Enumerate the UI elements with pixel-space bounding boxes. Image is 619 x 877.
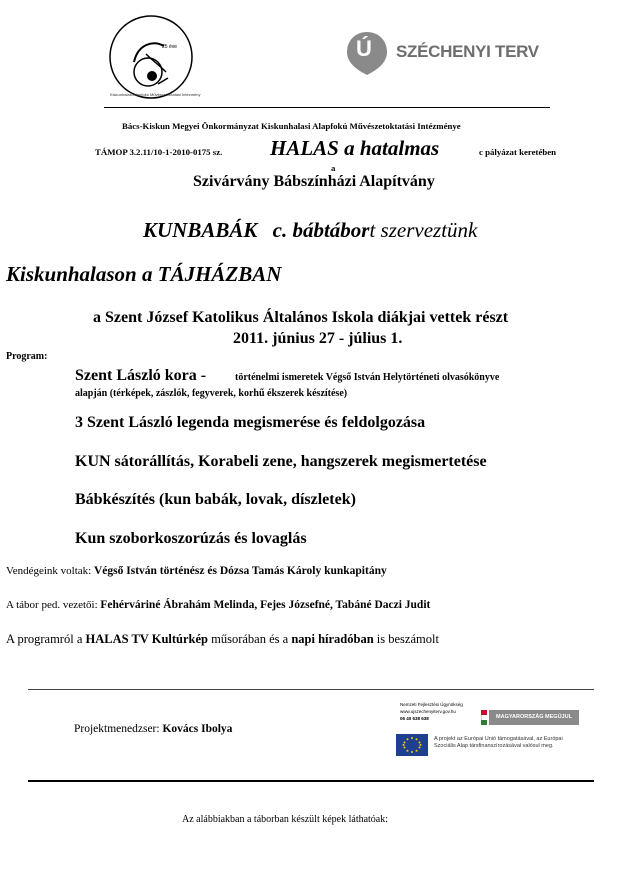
media-halas-tv: HALAS TV Kultúrkép bbox=[85, 632, 208, 646]
program-item-4: Bábkészítés (kun babák, lovak, díszletek) bbox=[75, 491, 356, 508]
participants-line: a Szent József Katolikus Általános Iskola diákjai vettek részt bbox=[93, 309, 509, 326]
media-line bbox=[6, 632, 439, 647]
szechenyi-terv-logo bbox=[344, 30, 539, 78]
program-item-1-title: Szent László kora - bbox=[75, 367, 207, 384]
program-item-1-detail-b: alapján (térképek, zászlók, fegyverek, korhű ékszerek készítése) bbox=[75, 388, 348, 399]
footer-rule bbox=[28, 780, 594, 782]
camp-name: KUNBABÁK bbox=[143, 218, 258, 242]
hungary-flag-icon bbox=[481, 710, 487, 725]
media-text-2: műsorában és a bbox=[208, 632, 292, 646]
nfu-line-2: www.ujszechenyiterv.gov.hu bbox=[400, 709, 456, 714]
media-text-1: A programról a bbox=[6, 632, 86, 646]
school-logo-badge: 25 éve bbox=[162, 44, 178, 50]
project-suffix: c pályázat keretében bbox=[479, 147, 557, 157]
program-item-2: 3 Szent László legenda megismerése és feldolgozása bbox=[75, 414, 426, 431]
program-label: Program: bbox=[6, 351, 48, 362]
institution-line: Bács-Kiskun Megyei Önkormányzat Kiskunhalasi Alapfokú Művészetoktatási Intézménye bbox=[122, 121, 461, 131]
guests-label: Vendégeink voltak: bbox=[6, 565, 92, 577]
szechenyi-glyph: Ú bbox=[356, 36, 372, 61]
eu-flag-icon bbox=[396, 734, 428, 756]
guests-line bbox=[6, 565, 387, 577]
separator-rule bbox=[28, 689, 594, 690]
pm-label: Projektmenedzser: bbox=[74, 723, 160, 735]
camp-type: c. bábtábor bbox=[272, 218, 370, 242]
foundation-name: Szivárvány Bábszínházi Alapítvány bbox=[193, 173, 435, 190]
school-logo bbox=[108, 14, 201, 100]
small-a: a bbox=[331, 163, 336, 173]
project-title: HALAS a hatalmas bbox=[270, 136, 440, 160]
school-logo-text: Kiskunhalasi Alapfokú Művészetoktatási Intézmény bbox=[110, 92, 201, 97]
szechenyi-label: SZÉCHENYI TERV bbox=[396, 42, 539, 61]
media-text-3: is beszámolt bbox=[373, 632, 439, 646]
photos-caption: Az alábbiakban a táborban készült képek láthatóak: bbox=[182, 814, 389, 825]
tamop-code: TÁMOP 3.2.11/10-1-2010-0175 sz. bbox=[95, 147, 223, 157]
pm-name: Kovács Ibolya bbox=[162, 723, 233, 735]
program-item-3: KUN sátorállítás, Korabeli zene, hangszerek megismertetése bbox=[75, 453, 487, 470]
media-napi-hirado: napi híradóban bbox=[291, 632, 374, 646]
nfu-line-1: Nemzeti Fejlesztési Ügynökség bbox=[400, 702, 463, 707]
camp-location: Kiskunhalason a TÁJHÁZBAN bbox=[6, 262, 282, 286]
leaders-line bbox=[6, 599, 430, 611]
guests-names: Végső István történész és Dózsa Tamás Károly kunkapitány bbox=[93, 565, 387, 577]
hu-badge: MAGYARORSZÁG MEGÚJUL bbox=[489, 710, 579, 725]
camp-type-rest: t szerveztünk bbox=[369, 218, 478, 242]
leaders-label: A tábor ped. vezetői: bbox=[6, 599, 98, 611]
project-manager-line bbox=[74, 723, 232, 735]
camp-title bbox=[143, 218, 477, 243]
eu-support-text: A projekt az Európai Unió támogatásával, az Európai Szociális Alap társfinanszírozásával valósul meg. bbox=[434, 736, 563, 749]
nfu-line-3: 06 40 638 638 bbox=[400, 716, 429, 721]
camp-dates: 2011. június 27 - július 1. bbox=[233, 330, 403, 347]
nfu-block bbox=[400, 702, 470, 732]
leaders-names: Fehérváriné Ábrahám Melinda, Fejes Józsefné, Tabáné Daczi Judit bbox=[100, 599, 431, 611]
program-item-5: Kun szoborkoszorúzás és lovaglás bbox=[75, 530, 307, 547]
program-item-1-detail-a: történelmi ismeretek Végső István Helytörténeti olvasókönyve bbox=[235, 372, 500, 383]
header-rule bbox=[104, 107, 550, 108]
